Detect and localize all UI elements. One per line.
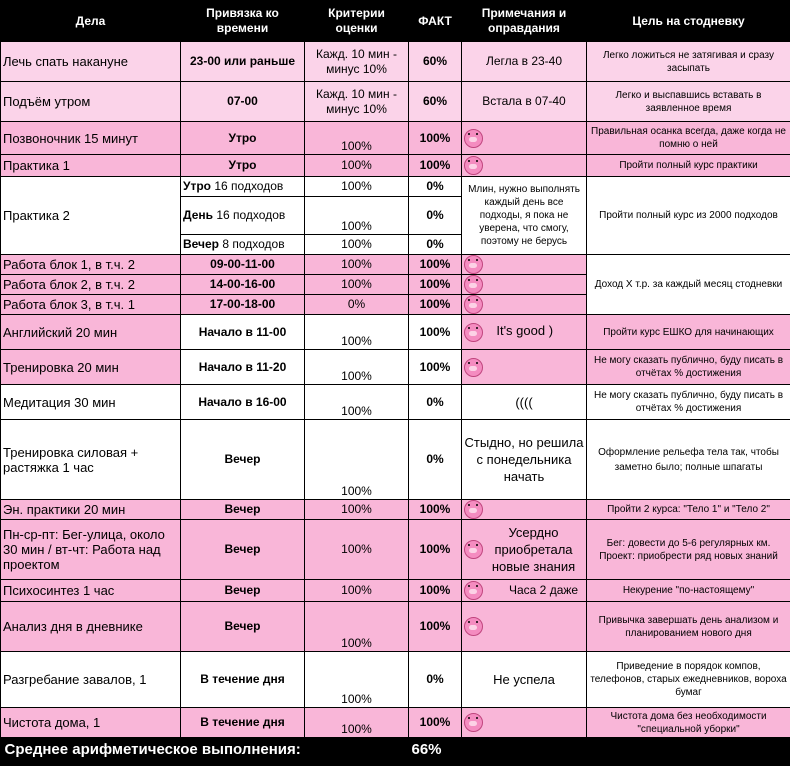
pig-emoticon-icon xyxy=(464,540,483,559)
fact-cell: 0% xyxy=(409,177,462,197)
goal-cell: Легко и выспавшись вставать в заявленное время xyxy=(587,82,790,122)
table-row xyxy=(1,580,790,602)
criteria-cell: 100% xyxy=(305,197,409,235)
fact-cell: 0% xyxy=(409,235,462,255)
time-cell: Начало в 11-20 xyxy=(181,350,305,385)
criteria-cell: 100% xyxy=(305,420,409,500)
task-cell: Практика 2 xyxy=(1,177,181,255)
fact-cell: 0% xyxy=(409,652,462,708)
header-tasks: Дела xyxy=(1,1,181,42)
table-row xyxy=(1,385,790,420)
sub-time-rest: 16 подходов xyxy=(211,179,284,193)
table-row xyxy=(1,122,790,155)
table-row xyxy=(1,255,790,275)
note-text: Часа 2 даже xyxy=(509,582,579,597)
criteria-cell: 100% xyxy=(305,708,409,738)
goal-cell: Пройти 2 курса: "Тело 1" и "Тело 2" xyxy=(587,500,790,520)
fact-cell: 100% xyxy=(409,520,462,580)
header-goal: Цель на стодневку xyxy=(587,1,790,42)
criteria-cell: 100% xyxy=(305,315,409,350)
time-cell: Утро xyxy=(181,122,305,155)
fact-cell: 100% xyxy=(409,602,462,652)
task-cell: Работа блок 2, в т.ч. 2 xyxy=(1,275,181,295)
task-cell: Работа блок 3, в т.ч. 1 xyxy=(1,295,181,315)
task-cell: Позвоночник 15 минут xyxy=(1,122,181,155)
time-cell: 07-00 xyxy=(181,82,305,122)
goal-cell: Бег: довести до 5-6 регулярных км. Проект: приобрести ряд новых знаний xyxy=(587,520,790,580)
time-cell: В течение дня xyxy=(181,708,305,738)
note-cell xyxy=(462,500,587,520)
criteria-cell: 100% xyxy=(305,500,409,520)
task-cell: Тренировка силовая + растяжка 1 час xyxy=(1,420,181,500)
time-cell: Начало в 16-00 xyxy=(181,385,305,420)
task-cell: Практика 1 xyxy=(1,155,181,177)
note-cell: Млин, нужно выполнять каждый день все подходы, я пока не уверена, что смогу, поэтому не берусь xyxy=(462,177,587,255)
fact-cell: 100% xyxy=(409,295,462,315)
goal-cell: Пройти курс ЕШКО для начинающих xyxy=(587,315,790,350)
note-cell: (((( xyxy=(462,385,587,420)
goal-cell: Не могу сказать публично, буду писать в отчётах % достижения xyxy=(587,350,790,385)
note-cell xyxy=(462,275,587,295)
time-cell: Утро xyxy=(181,155,305,177)
goal-cell: Доход Х т.р. за каждый месяц стодневки xyxy=(587,255,790,315)
sub-time-bold: Вечер xyxy=(183,237,220,251)
time-cell: 09-00-11-00 xyxy=(181,255,305,275)
pig-emoticon-icon xyxy=(464,358,483,377)
table-row xyxy=(1,42,790,82)
time-cell: Вечер xyxy=(181,580,305,602)
fact-cell: 100% xyxy=(409,315,462,350)
note-cell xyxy=(462,255,587,275)
criteria-cell: 100% xyxy=(305,122,409,155)
pig-emoticon-icon xyxy=(464,295,483,314)
fact-cell: 0% xyxy=(409,420,462,500)
time-cell: Вечер xyxy=(181,602,305,652)
task-cell: Эн. практики 20 мин xyxy=(1,500,181,520)
note-cell: Стыдно, но решила с понедельника начать xyxy=(462,420,587,500)
time-cell: 17-00-18-00 xyxy=(181,295,305,315)
footer-row xyxy=(1,738,790,761)
fact-cell: 100% xyxy=(409,580,462,602)
table-row xyxy=(1,652,790,708)
table-row xyxy=(1,315,790,350)
table-row xyxy=(1,155,790,177)
note-cell xyxy=(462,295,587,315)
goal-cell: Привычка завершать день анализом и планированием нового дня xyxy=(587,602,790,652)
note-cell xyxy=(462,580,587,602)
table-row xyxy=(1,350,790,385)
pig-emoticon-icon xyxy=(464,617,483,636)
goal-cell: Некурение "по-настоящему" xyxy=(587,580,790,602)
goal-cell: Не могу сказать публично, буду писать в отчётах % достижения xyxy=(587,385,790,420)
fact-cell: 0% xyxy=(409,197,462,235)
note-cell: Не успела xyxy=(462,652,587,708)
table-row xyxy=(1,177,790,197)
fact-cell: 100% xyxy=(409,122,462,155)
time-cell: Начало в 11-00 xyxy=(181,315,305,350)
note-text: Усердно приобретала новые знания xyxy=(491,525,576,574)
pig-emoticon-icon xyxy=(464,129,483,148)
pig-emoticon-icon xyxy=(464,500,483,519)
goal-cell: Правильная осанка всегда, даже когда не помню о ней xyxy=(587,122,790,155)
goal-cell: Легко ложиться не затягивая и сразу засыпать xyxy=(587,42,790,82)
sub-time-rest: 8 подходов xyxy=(219,237,285,251)
criteria-cell: 100% xyxy=(305,520,409,580)
criteria-cell: 0% xyxy=(305,295,409,315)
sub-time-cell xyxy=(181,177,305,197)
sub-time-bold: Утро xyxy=(183,179,212,193)
criteria-cell: 100% xyxy=(305,235,409,255)
task-cell: Психосинтез 1 час xyxy=(1,580,181,602)
sub-time-cell xyxy=(181,197,305,235)
fact-cell: 0% xyxy=(409,385,462,420)
note-cell: Легла в 23-40 xyxy=(462,42,587,82)
task-cell: Английский 20 мин xyxy=(1,315,181,350)
table-row xyxy=(1,602,790,652)
criteria-cell: 100% xyxy=(305,177,409,197)
fact-cell: 100% xyxy=(409,275,462,295)
header-fact: ФАКТ xyxy=(409,1,462,42)
goal-cell: Пройти полный курс практики xyxy=(587,155,790,177)
fact-cell: 60% xyxy=(409,82,462,122)
time-cell: 23-00 или раньше xyxy=(181,42,305,82)
task-cell: Лечь спать накануне xyxy=(1,42,181,82)
fact-cell: 100% xyxy=(409,255,462,275)
fact-cell: 60% xyxy=(409,42,462,82)
note-cell: Встала в 07-40 xyxy=(462,82,587,122)
note-cell xyxy=(462,708,587,738)
criteria-cell: 100% xyxy=(305,580,409,602)
note-text: It's good ) xyxy=(496,323,554,339)
fact-cell: 100% xyxy=(409,708,462,738)
task-cell: Тренировка 20 мин xyxy=(1,350,181,385)
sub-time-rest: 16 подходов xyxy=(213,208,286,222)
time-cell: В течение дня xyxy=(181,652,305,708)
table-row xyxy=(1,82,790,122)
fact-cell: 100% xyxy=(409,155,462,177)
task-cell: Чистота дома, 1 xyxy=(1,708,181,738)
time-cell: Вечер xyxy=(181,420,305,500)
criteria-cell: 100% xyxy=(305,350,409,385)
sub-time-bold: День xyxy=(183,208,213,222)
fact-cell: 100% xyxy=(409,350,462,385)
criteria-cell: 100% xyxy=(305,652,409,708)
table-row xyxy=(1,708,790,738)
criteria-cell: 100% xyxy=(305,155,409,177)
criteria-cell: 100% xyxy=(305,602,409,652)
header-criteria: Критерии оценки xyxy=(305,1,409,42)
pig-emoticon-icon xyxy=(464,581,483,600)
criteria-cell: 100% xyxy=(305,385,409,420)
time-cell: Вечер xyxy=(181,520,305,580)
time-cell: Вечер xyxy=(181,500,305,520)
criteria-cell: 100% xyxy=(305,255,409,275)
criteria-cell: Кажд. 10 мин - минус 10% xyxy=(305,42,409,82)
note-cell xyxy=(462,602,587,652)
task-cell: Анализ дня в дневнике xyxy=(1,602,181,652)
header-time: Привязка ко времени xyxy=(181,1,305,42)
note-cell xyxy=(462,155,587,177)
table-row xyxy=(1,500,790,520)
note-cell xyxy=(462,315,587,350)
average-label: Среднее арифметическое выполнения: xyxy=(1,738,409,761)
task-cell: Разгребание завалов, 1 xyxy=(1,652,181,708)
fact-cell: 100% xyxy=(409,500,462,520)
goal-cell: Чистота дома без необходимости "специальной уборки" xyxy=(587,708,790,738)
time-cell: 14-00-16-00 xyxy=(181,275,305,295)
pig-emoticon-icon xyxy=(464,713,483,732)
criteria-cell: 100% xyxy=(305,275,409,295)
table-row xyxy=(1,420,790,500)
goal-cell: Оформление рельефа тела так, чтобы заметно было; полные шпагаты xyxy=(587,420,790,500)
task-cell: Работа блок 1, в т.ч. 2 xyxy=(1,255,181,275)
note-cell xyxy=(462,350,587,385)
note-cell xyxy=(462,122,587,155)
pig-emoticon-icon xyxy=(464,255,483,274)
header-row xyxy=(1,1,790,42)
table-row xyxy=(1,520,790,580)
task-cell: Медитация 30 мин xyxy=(1,385,181,420)
pig-emoticon-icon xyxy=(464,275,483,294)
goal-cell: Приведение в порядок компов, телефонов, старых ежедневников, вороха бумаг xyxy=(587,652,790,708)
note-cell xyxy=(462,520,587,580)
criteria-cell: Кажд. 10 мин - минус 10% xyxy=(305,82,409,122)
task-cell: Подъём утром xyxy=(1,82,181,122)
header-notes: Примечания и оправдания xyxy=(462,1,587,42)
pig-emoticon-icon xyxy=(464,156,483,175)
sub-time-cell xyxy=(181,235,305,255)
average-value: 66% xyxy=(409,738,790,761)
pig-emoticon-icon xyxy=(464,323,483,342)
task-cell: Пн-ср-пт: Бег-улица, около 30 мин / вт-чт: Работа над проектом xyxy=(1,520,181,580)
goal-cell: Пройти полный курс из 2000 подходов xyxy=(587,177,790,255)
